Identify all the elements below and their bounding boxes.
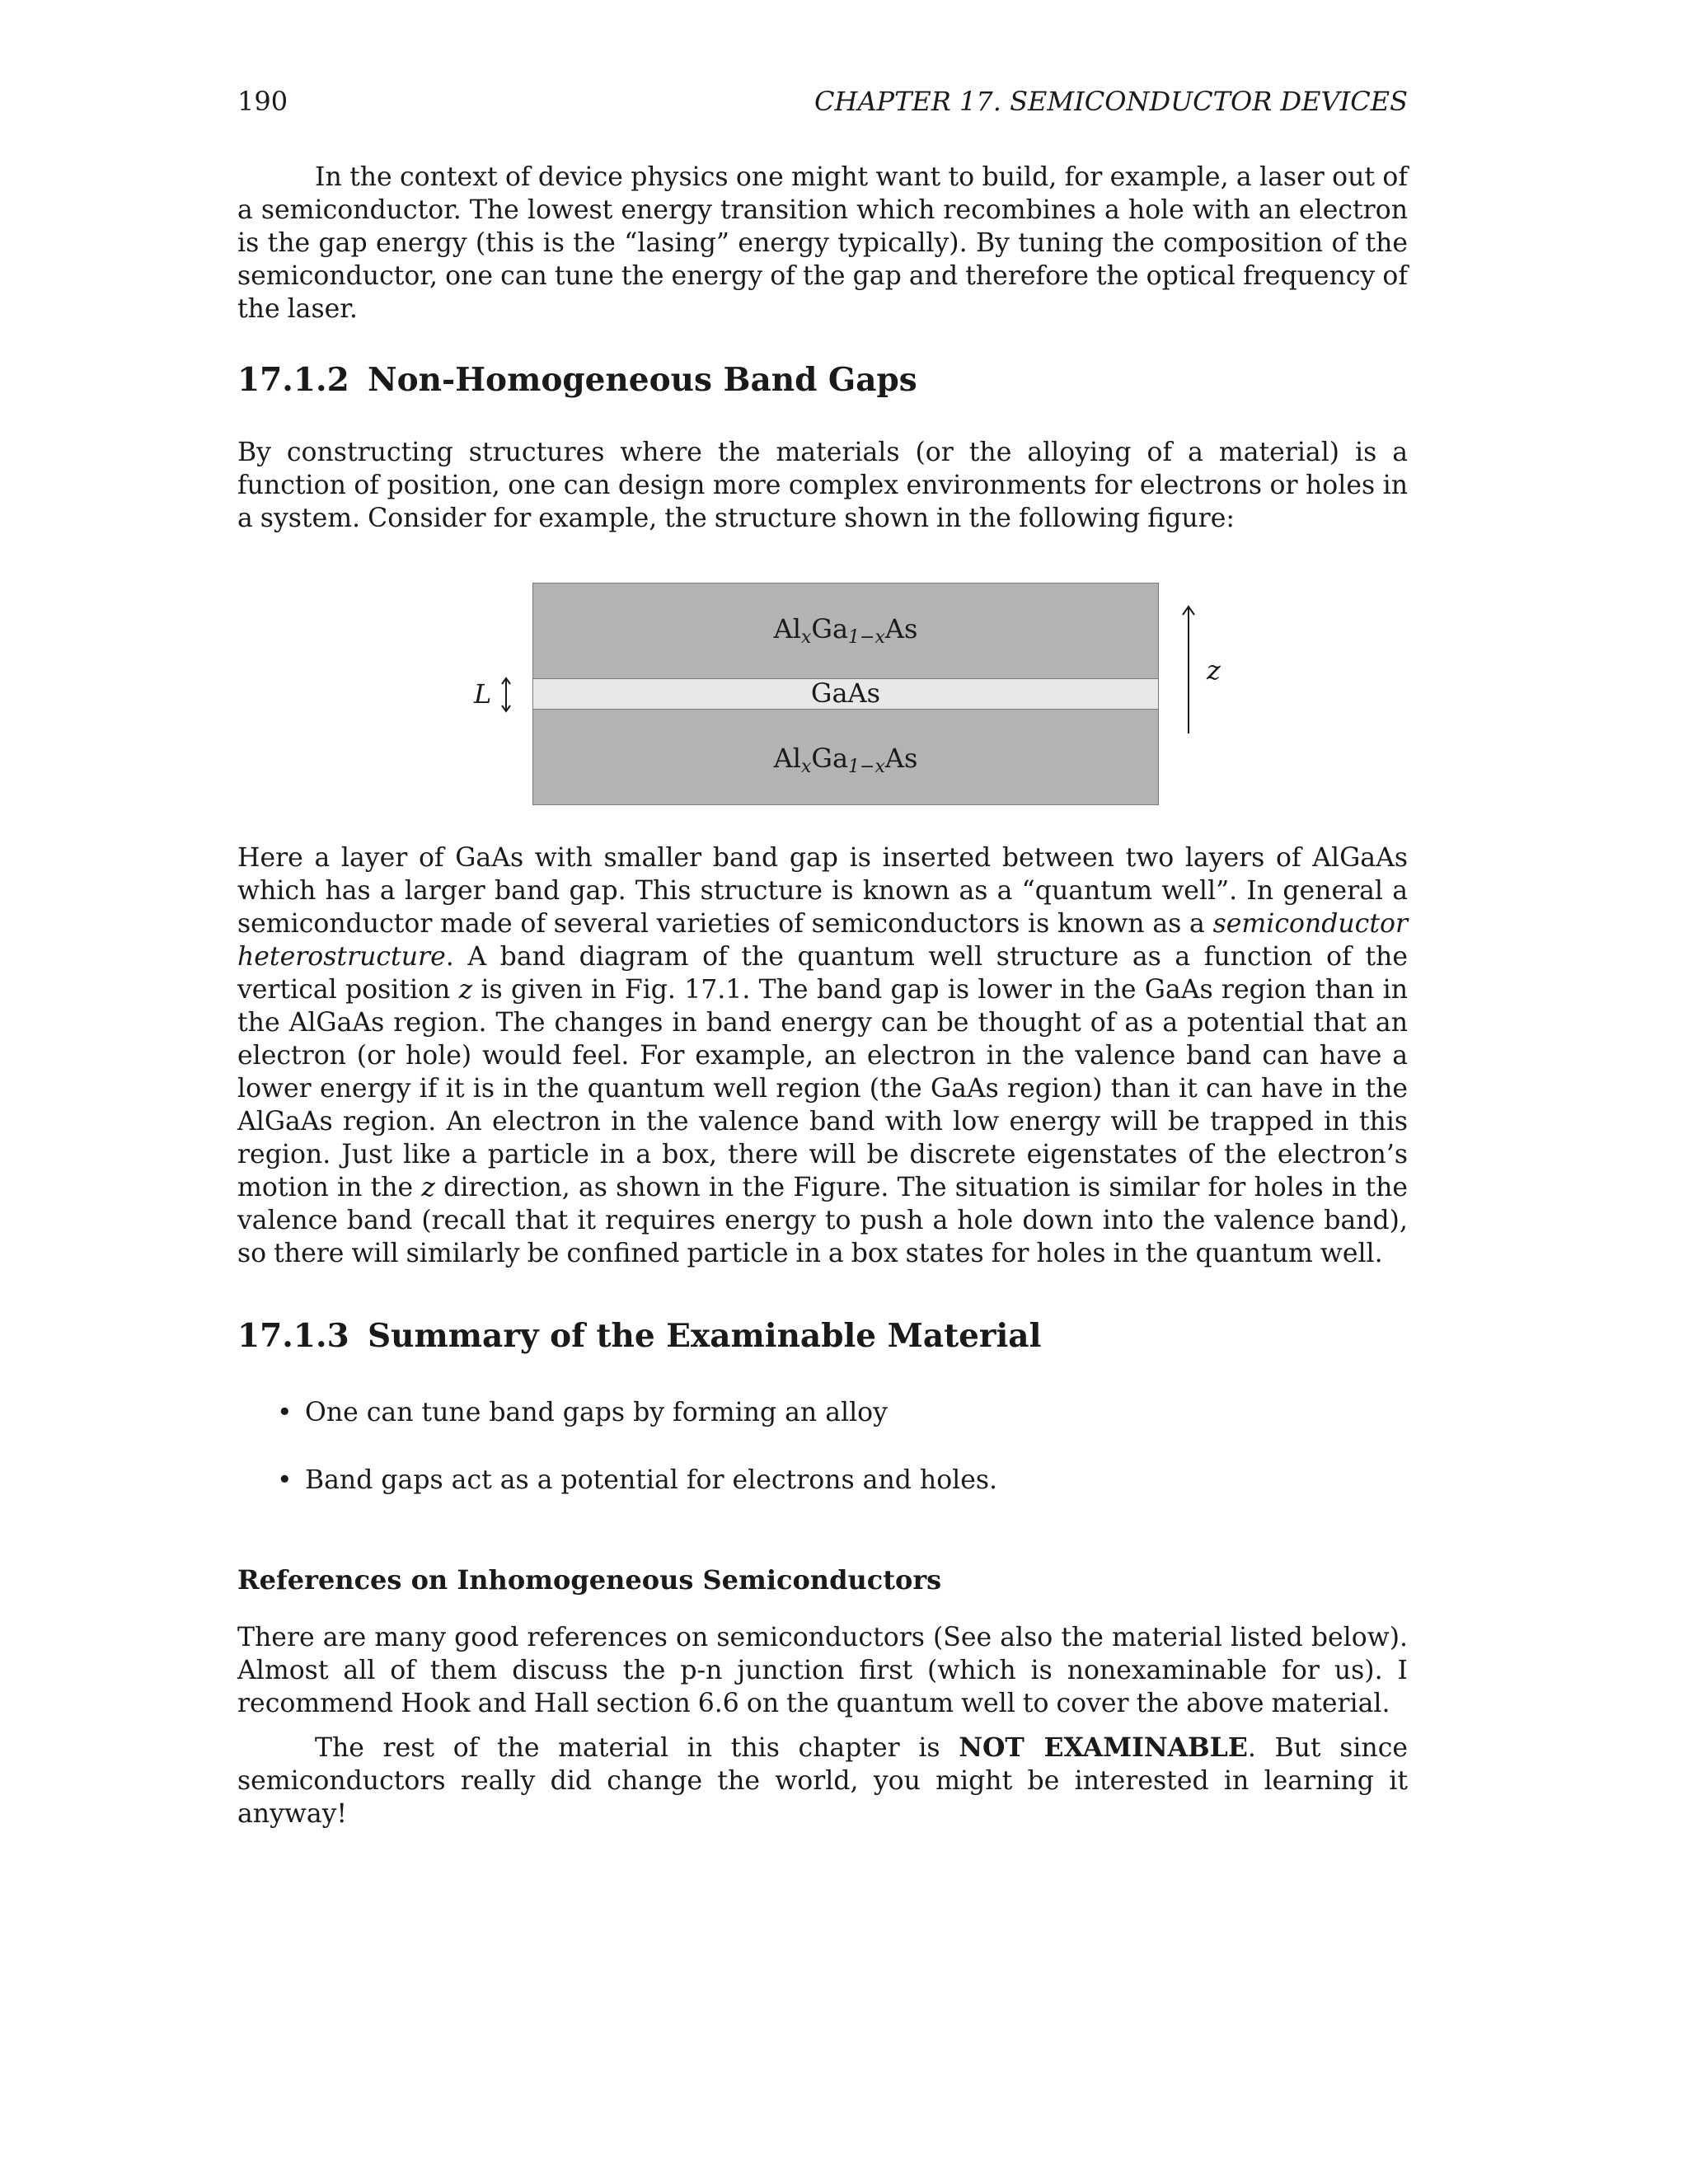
gaas-well-layer: [532, 678, 1159, 710]
double-arrow-icon: [498, 676, 514, 714]
list-item: • Band gaps act as a potential for electrons and holes.: [277, 1465, 998, 1495]
section-title: Summary of the Examinable Material: [368, 1317, 1042, 1355]
algaas-top-layer: [532, 583, 1159, 678]
bottom-layer-label: $Al_xGa_{1-x}As$: [773, 743, 918, 777]
z-axis-label: z: [1207, 654, 1221, 686]
list-item: • One can tune band gaps by forming an alloy: [277, 1398, 888, 1427]
intro-paragraph: In the context of device physics one might want to build, for example, a laser out of a semiconductor. The lowest energy transition which recombines a hole with an electron is the gap energy (this is the “lasing” energy typically). By tuning the composition of the semiconductor, one can tune the energy of the gap and therefore the optical frequency of the laser.: [237, 162, 1408, 324]
thickness-label: L: [474, 678, 492, 710]
bullet-icon: •: [277, 1465, 293, 1495]
chapter-title: CHAPTER 17. SEMICONDUCTOR DEVICES: [814, 86, 1408, 117]
top-layer-label: $Al_xGa_{1-x}As$: [773, 613, 918, 648]
section-heading-17-1-2: [237, 359, 1408, 401]
page-number: 190: [237, 86, 288, 117]
z-axis-arrow-icon: [1179, 603, 1198, 737]
middle-layer-label: GaAs: [810, 677, 881, 709]
section-heading-17-1-3: [237, 1315, 1408, 1357]
bullet-icon: •: [277, 1398, 293, 1427]
summary-list: [237, 1396, 1408, 1429]
section-title: Non-Homogeneous Band Gaps: [368, 361, 917, 399]
emphasis-heterostructure: semiconductor heterostructure: [237, 909, 1408, 972]
not-examinable-emphasis: NOT EXAMINABLE: [959, 1732, 1248, 1763]
section-number: 17.1.2: [237, 361, 349, 399]
references-paragraph: There are many good references on semiconductors (See also the material listed below). Almost all of them discuss the p-n junction first (which is nonexaminable for us). I recommend Hook and Hall section 6.6 on the quantum well to cover the above material.: [237, 1623, 1408, 1718]
algaas-bottom-layer: [532, 710, 1159, 805]
references-text: [237, 1621, 1408, 1830]
section-number: 17.1.3: [237, 1317, 349, 1355]
intro-block: [237, 161, 1408, 326]
references-heading: References on Inhomogeneous Semiconductors: [237, 1564, 942, 1596]
summary-list-2: [237, 1464, 1408, 1497]
quantum-well-paragraph: Here a layer of GaAs with smaller band gap is inserted between two layers of AlGaAs which has a larger band gap. This structure is known as a “quantum well”. In general a semiconductor made of several varieties of semiconductors is known as a semiconductor heterostructure. A band diagram of the quantum well structure as a function of the vertical position z is given in Fig. 17.1. The band gap is lower in the GaAs region than in the AlGaAs region. The changes in band energy can be thought of as a potential that an electron (or hole) would feel. For example, an electron in the valence band can have a lower energy if it is in the quantum well region (the GaAs region) than it can have in the AlGaAs region. An electron in the valence band with low energy will be trapped in this region. Just like a particle in a box, there will be discrete eigenstates of the electron’s motion in the z direction, as shown in the Figure. The situation is similar for holes in the valence band (recall that it requires energy to push a hole down into the valence band), so there will similarly be confined particle in a box states for holes in the quantum well.: [237, 843, 1409, 1268]
quantum-well-text: [237, 841, 1408, 1270]
not-examinable-paragraph: The rest of the material in this chapter is NOT EXAMINABLE. But since semiconductors really did change the world, you might be interested in learning it anyway!: [237, 1732, 1408, 1829]
section-17-1-2-text: [237, 436, 1408, 535]
running-header: [237, 81, 1408, 122]
quantum-well-figure: [445, 569, 1269, 816]
heterostructure-intro-paragraph: By constructing structures where the materials (or the alloying of a material) is a function of position, one can design more complex environments for electrons or holes in a system. Consider for example, the structure shown in the following figure:: [237, 438, 1408, 533]
